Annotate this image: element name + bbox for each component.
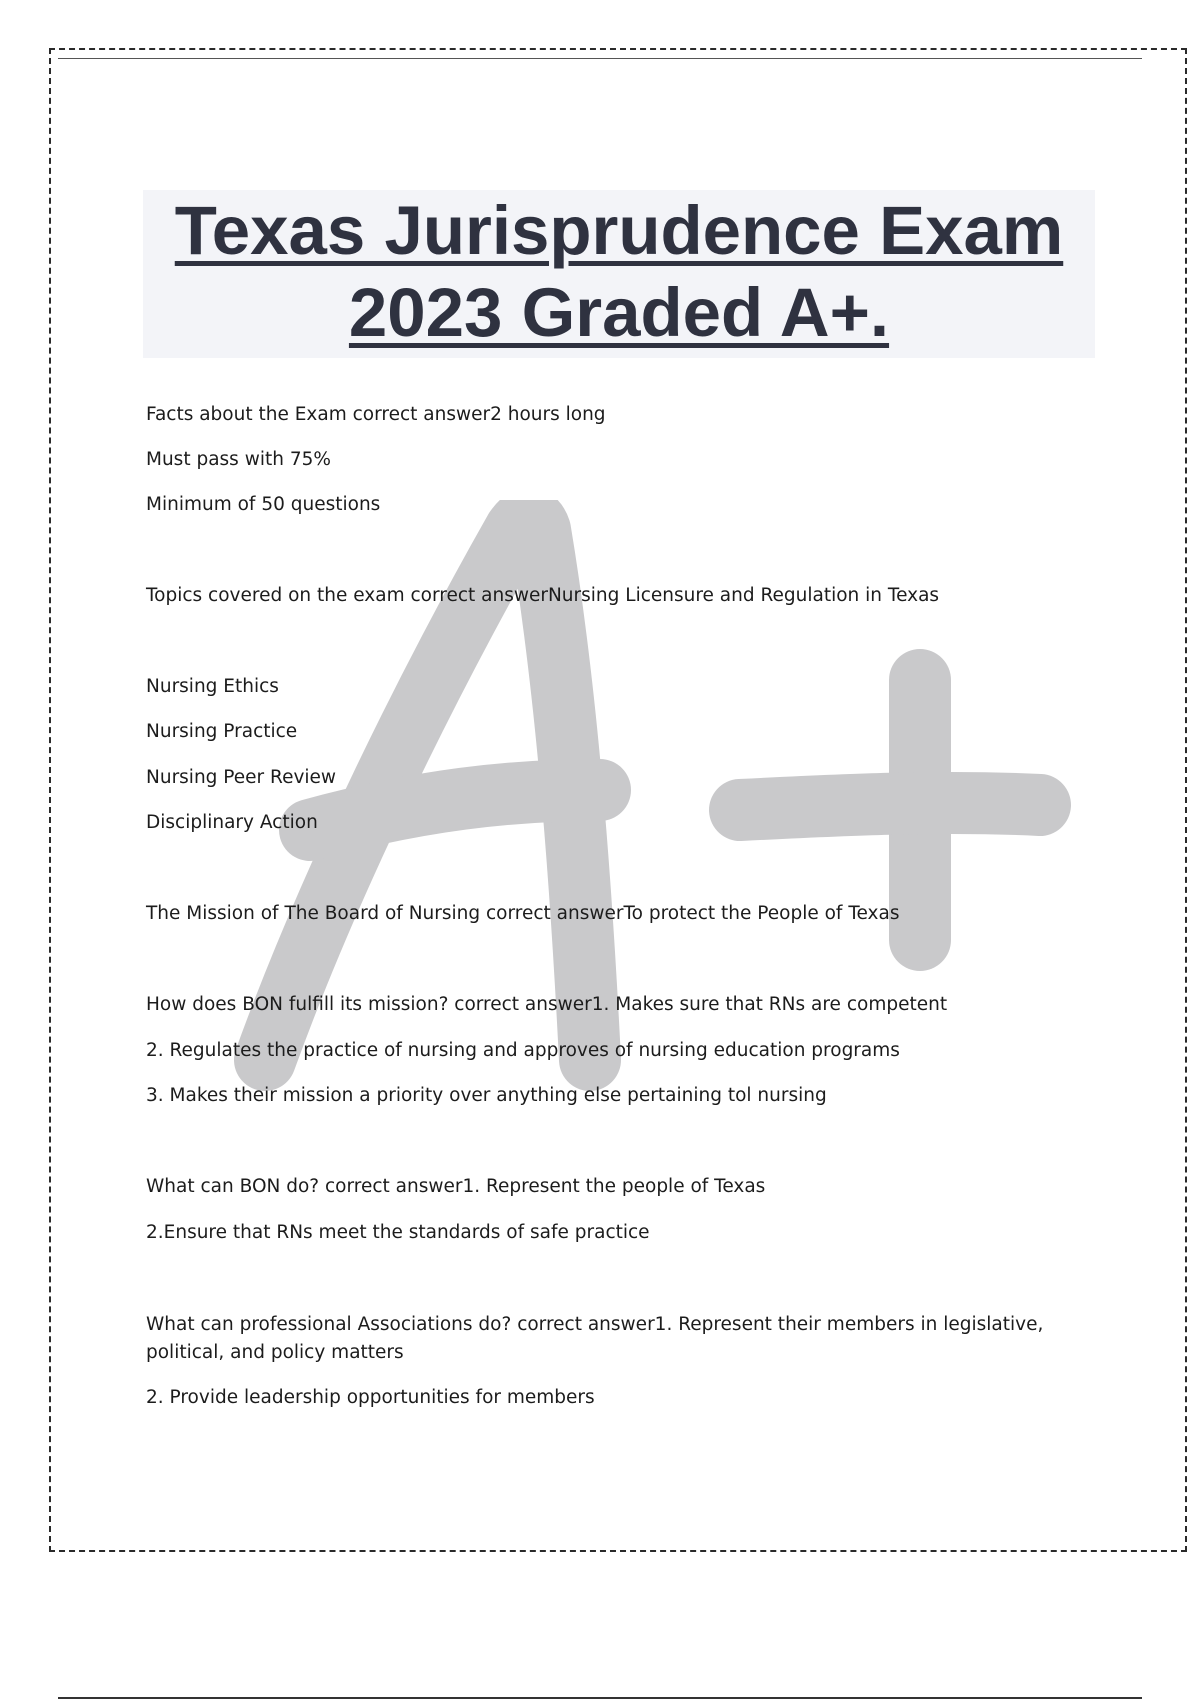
text-line: Nursing Practice — [146, 721, 298, 742]
bottom-rule — [58, 1697, 1142, 1699]
text-line: 2.Ensure that RNs meet the standards of safe practice — [146, 1222, 650, 1243]
text-line: The Mission of The Board of Nursing correct answerTo protect the People of Texas — [146, 903, 900, 924]
text-line: Nursing Peer Review — [146, 767, 337, 788]
frame-top-rule — [58, 58, 1142, 59]
document-title — [143, 190, 1095, 358]
text-line: Topics covered on the exam correct answerNursing Licensure and Regulation in Texas — [146, 585, 940, 606]
text-line: Must pass with 75% — [146, 449, 331, 470]
text-line: Minimum of 50 questions — [146, 494, 381, 515]
text-line: How does BON fulfill its mission? correct answer1. Makes sure that RNs are competent — [146, 994, 948, 1015]
text-line: 2. Provide leadership opportunities for members — [146, 1387, 595, 1408]
title-line-1: Texas Jurisprudence Exam — [174, 192, 1064, 269]
text-line: What can professional Associations do? correct answer1. Represent their members in legislative, political, and policy matters — [146, 1314, 1044, 1363]
text-line: Facts about the Exam correct answer2 hours long — [146, 404, 606, 425]
text-line: Nursing Ethics — [146, 676, 279, 697]
text-line: Disciplinary Action — [146, 812, 318, 833]
text-line: 3. Makes their mission a priority over anything else pertaining tol nursing — [146, 1085, 827, 1106]
text-line: 2. Regulates the practice of nursing and approves of nursing education programs — [146, 1040, 900, 1061]
text-line: What can BON do? correct answer1. Represent the people of Texas — [146, 1176, 766, 1197]
title-line-2: 2023 Graded A+. — [348, 274, 890, 351]
